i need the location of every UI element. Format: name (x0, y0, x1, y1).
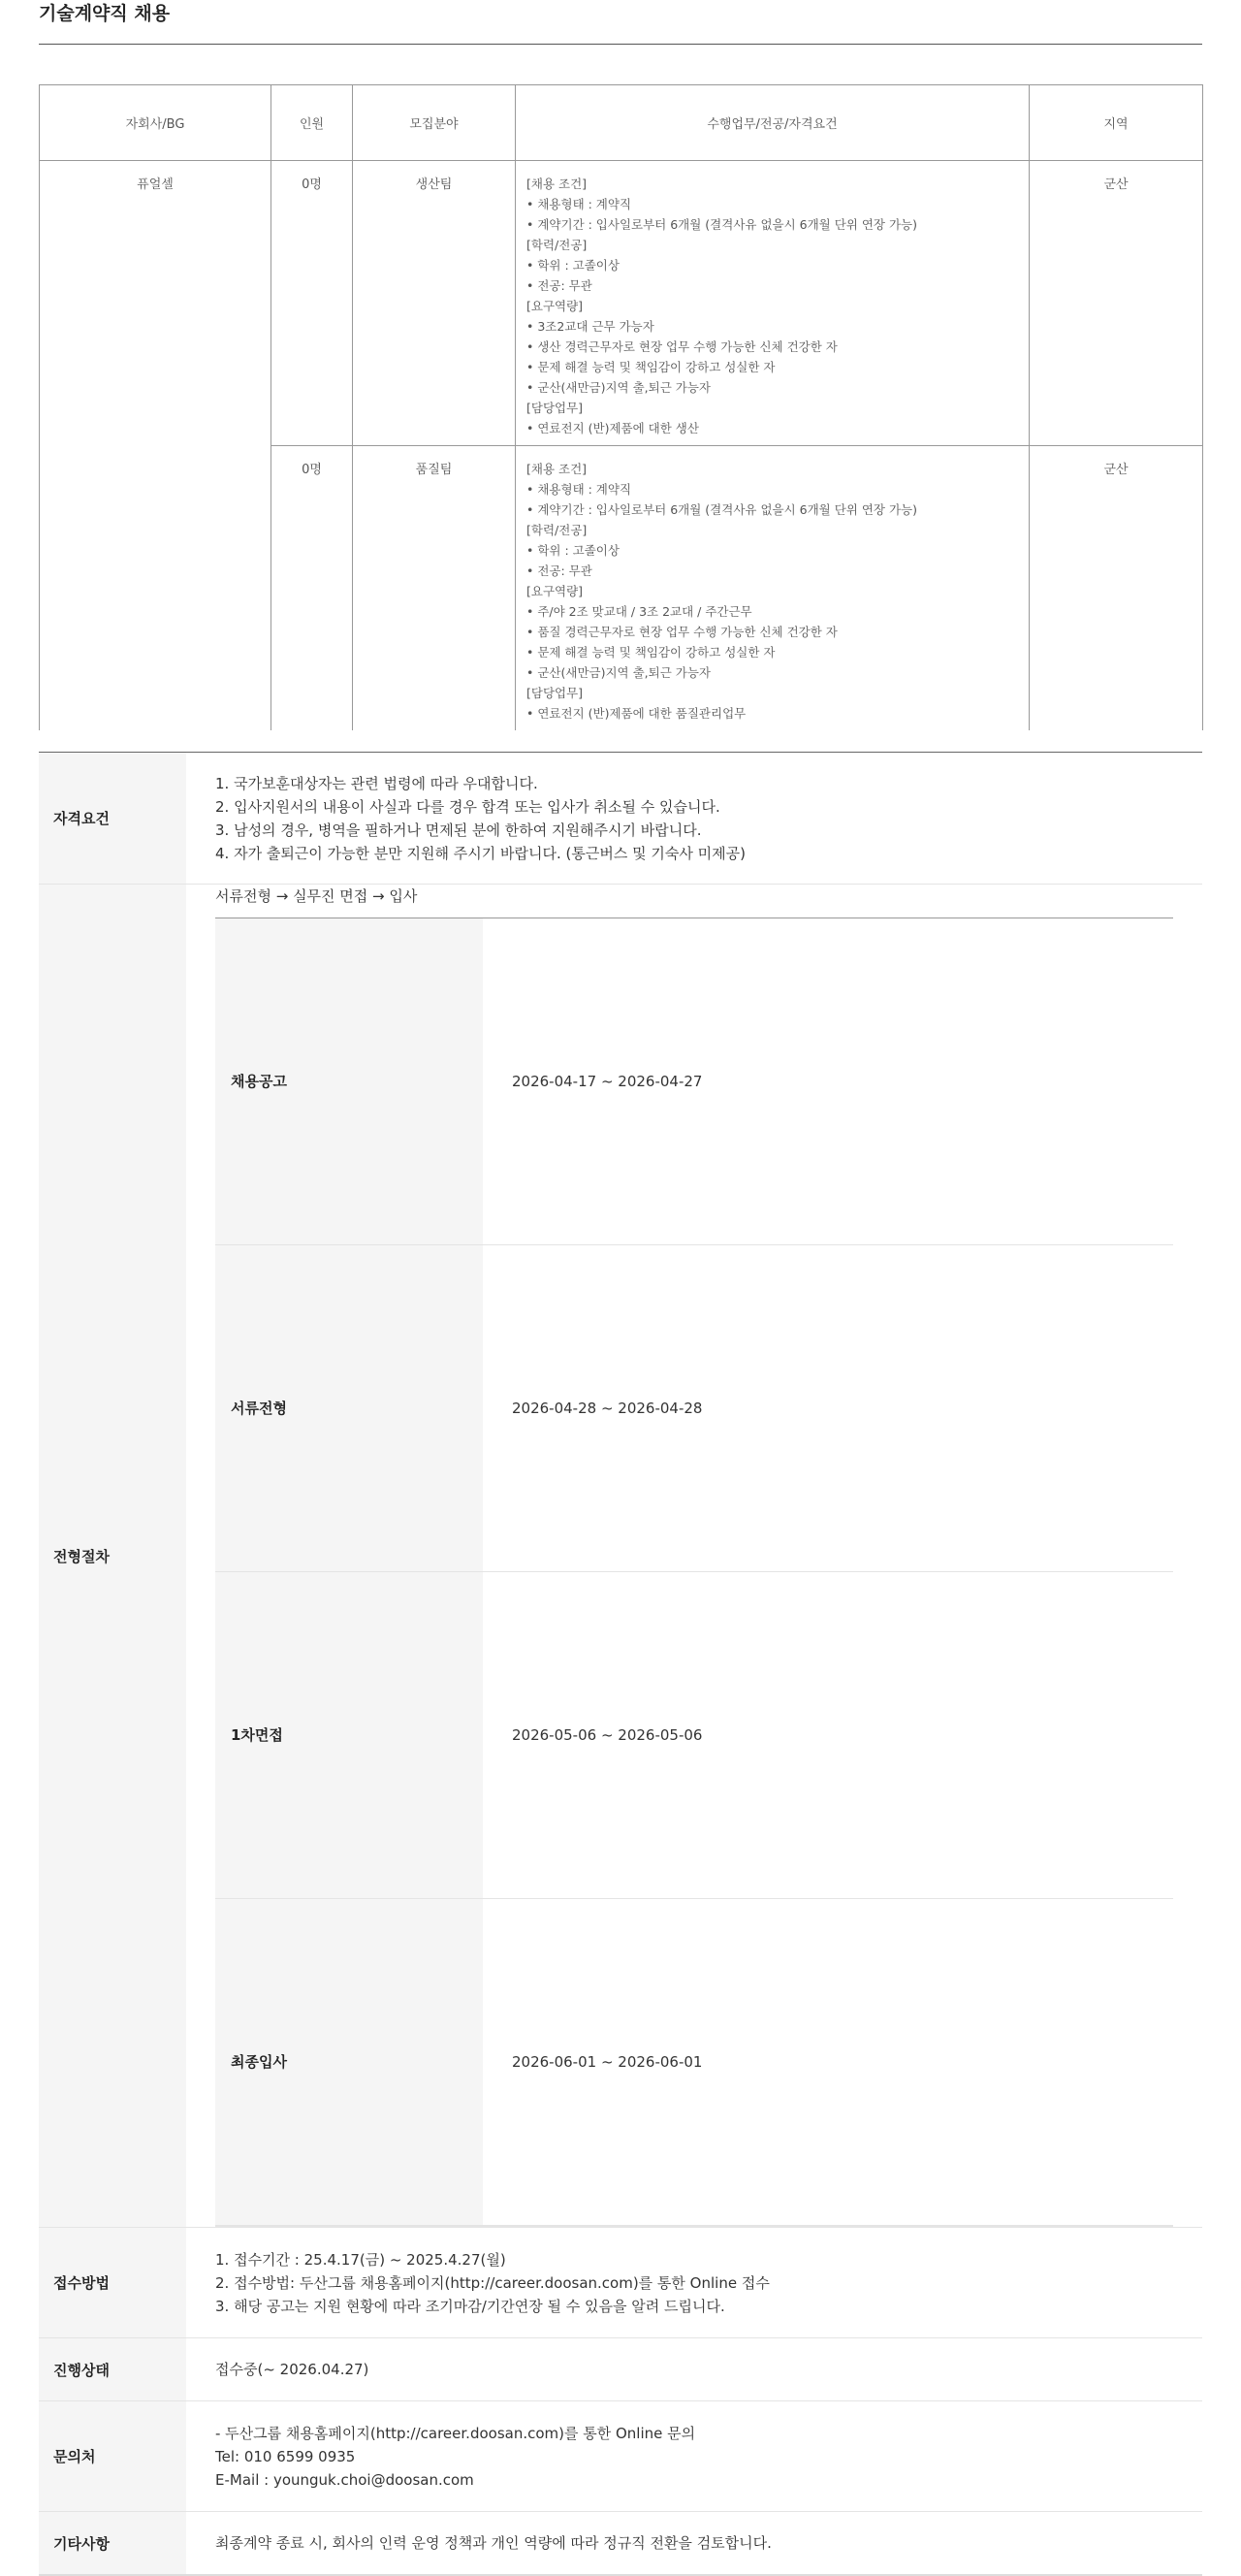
header-region: 지역 (1030, 85, 1203, 161)
detail-line: • 품질 경력근무자로 현장 업무 수행 가능한 신체 건강한 자 (526, 625, 838, 639)
header-headcount: 인원 (271, 85, 353, 161)
process-content (186, 885, 1202, 2228)
schedule-step: 1차면접 (215, 1572, 483, 1899)
detail-line: • 생산 경력근무자로 현장 업무 수행 가능한 신체 건강한 자 (526, 339, 838, 354)
qualification-item: 4. 자가 출퇴근이 가능한 분만 지원해 주시기 바랍니다. (통근버스 및 기숙사 미제공) (215, 844, 746, 862)
recruitment-info-table (39, 752, 1202, 2576)
schedule-period: 2026-04-17 ~ 2026-04-27 (483, 918, 1173, 1245)
detail-line: • 계약기간 : 입사일로부터 6개월 (결격사유 없을시 6개월 단위 연장 가능) (526, 502, 918, 517)
detail-line: [채용 조건] (526, 462, 588, 476)
detail-line: • 학위 : 고졸이상 (526, 543, 620, 558)
etc-value: 최종계약 종료 시, 회사의 인력 운영 정책과 개인 역량에 따라 정규직 전환을 검토합니다. (215, 2534, 772, 2552)
etc-label: 기타사항 (39, 2512, 186, 2576)
table-row (40, 161, 1203, 446)
schedule-row (215, 1245, 1173, 1572)
detail-line: • 채용형태 : 계약직 (526, 197, 632, 211)
schedule-row (215, 918, 1173, 1245)
etc-row (39, 2512, 1202, 2576)
process-row (39, 885, 1202, 2228)
schedule-period: 2026-04-28 ~ 2026-04-28 (483, 1245, 1173, 1572)
detail-line: • 채용형태 : 계약직 (526, 482, 632, 497)
detail-line: • 문제 해결 능력 및 책임감이 강하고 성실한 자 (526, 645, 776, 660)
application-row (39, 2228, 1202, 2338)
job-positions-table (39, 84, 1203, 730)
detail-line: • 연료전지 (반)제품에 대한 품질관리업무 (526, 706, 747, 721)
detail-line: • 군산(새만금)지역 출,퇴근 가능자 (526, 665, 711, 680)
contact-item: - 두산그룹 채용홈페이지(http://career.doosan.com)를 통한 Online 문의 (215, 2424, 696, 2442)
detail-line: • 전공: 무관 (526, 278, 592, 293)
detail-line: [요구역량] (526, 584, 584, 598)
detail-line: • 연료전지 (반)제품에 대한 생산 (526, 421, 699, 435)
application-item: 2. 접수방법: 두산그룹 채용홈페이지(http://career.doosan.com)를 통한 Online 접수 (215, 2273, 770, 2292)
details-cell (516, 446, 1030, 731)
application-item: 1. 접수기간 : 25.4.17(금) ~ 2025.4.27(월) (215, 2250, 506, 2269)
detail-line: • 문제 해결 능력 및 책임감이 강하고 성실한 자 (526, 360, 776, 374)
detail-line: • 주/야 2조 맞교대 / 3조 2교대 / 주간근무 (526, 604, 752, 619)
status-label: 진행상태 (39, 2338, 186, 2401)
headcount-cell: 0명 (271, 161, 353, 446)
application-content (186, 2228, 1202, 2338)
status-value: 접수중(~ 2026.04.27) (186, 2338, 1202, 2401)
field-cell: 생산팀 (353, 161, 516, 446)
qualification-item: 3. 남성의 경우, 병역을 필하거나 면제된 분에 한하여 지원해주시기 바랍니다. (215, 821, 702, 839)
contact-phone: Tel: 010 6599 0935 (215, 2447, 356, 2465)
region-cell: 군산 (1030, 446, 1203, 731)
region-cell: 군산 (1030, 161, 1203, 446)
qualifications-row (39, 753, 1202, 885)
schedule-step: 서류전형 (215, 1245, 483, 1572)
process-label: 전형절차 (39, 885, 186, 2228)
qualification-item: 2. 입사지원서의 내용이 사실과 다를 경우 합격 또는 입사가 취소될 수 있습니다. (215, 797, 720, 816)
page-title: 기술계약직 채용 (39, 0, 1202, 45)
schedule-table (215, 918, 1173, 2227)
detail-line: • 학위 : 고졸이상 (526, 258, 620, 273)
details-cell (516, 161, 1030, 446)
qualification-item: 1. 국가보훈대상자는 관련 법령에 따라 우대합니다. (215, 774, 538, 792)
detail-line: [담당업무] (526, 686, 584, 700)
header-company: 자회사/BG (40, 85, 271, 161)
detail-line: [담당업무] (526, 401, 584, 415)
detail-line: [채용 조건] (526, 177, 588, 191)
schedule-step: 최종입사 (215, 1899, 483, 2227)
contact-label: 문의처 (39, 2401, 186, 2512)
schedule-period: 2026-05-06 ~ 2026-05-06 (483, 1572, 1173, 1899)
application-item: 3. 해당 공고는 지원 현황에 따라 조기마감/기간연장 될 수 있음을 알려 드립니다. (215, 2297, 725, 2315)
header-details: 수행업무/전공/자격요건 (516, 85, 1030, 161)
headcount-cell: 0명 (271, 446, 353, 731)
detail-line: [학력/전공] (526, 523, 588, 537)
company-cell: 퓨얼셀 (40, 161, 271, 731)
contact-content (186, 2401, 1202, 2512)
header-field: 모집분야 (353, 85, 516, 161)
contact-email: E-Mail : younguk.choi@doosan.com (215, 2470, 474, 2489)
schedule-row (215, 1899, 1173, 2227)
detail-line: • 계약기간 : 입사일로부터 6개월 (결격사유 없을시 6개월 단위 연장 가능) (526, 217, 918, 232)
application-label: 접수방법 (39, 2228, 186, 2338)
detail-line: [요구역량] (526, 299, 584, 313)
detail-line: • 3조2교대 근무 가능자 (526, 319, 654, 334)
schedule-period: 2026-06-01 ~ 2026-06-01 (483, 1899, 1173, 2227)
qualifications-content (186, 753, 1202, 885)
field-cell: 품질팀 (353, 446, 516, 731)
schedule-row (215, 1572, 1173, 1899)
schedule-step: 채용공고 (215, 918, 483, 1245)
detail-line: • 군산(새만금)지역 출,퇴근 가능자 (526, 380, 711, 395)
detail-line: • 전공: 무관 (526, 564, 592, 578)
process-flow: 서류전형 → 실무진 면접 → 입사 (215, 887, 418, 905)
detail-line: [학력/전공] (526, 238, 588, 252)
table-header-row (40, 85, 1203, 161)
qualifications-label: 자격요건 (39, 753, 186, 885)
status-row (39, 2338, 1202, 2401)
contact-row (39, 2401, 1202, 2512)
